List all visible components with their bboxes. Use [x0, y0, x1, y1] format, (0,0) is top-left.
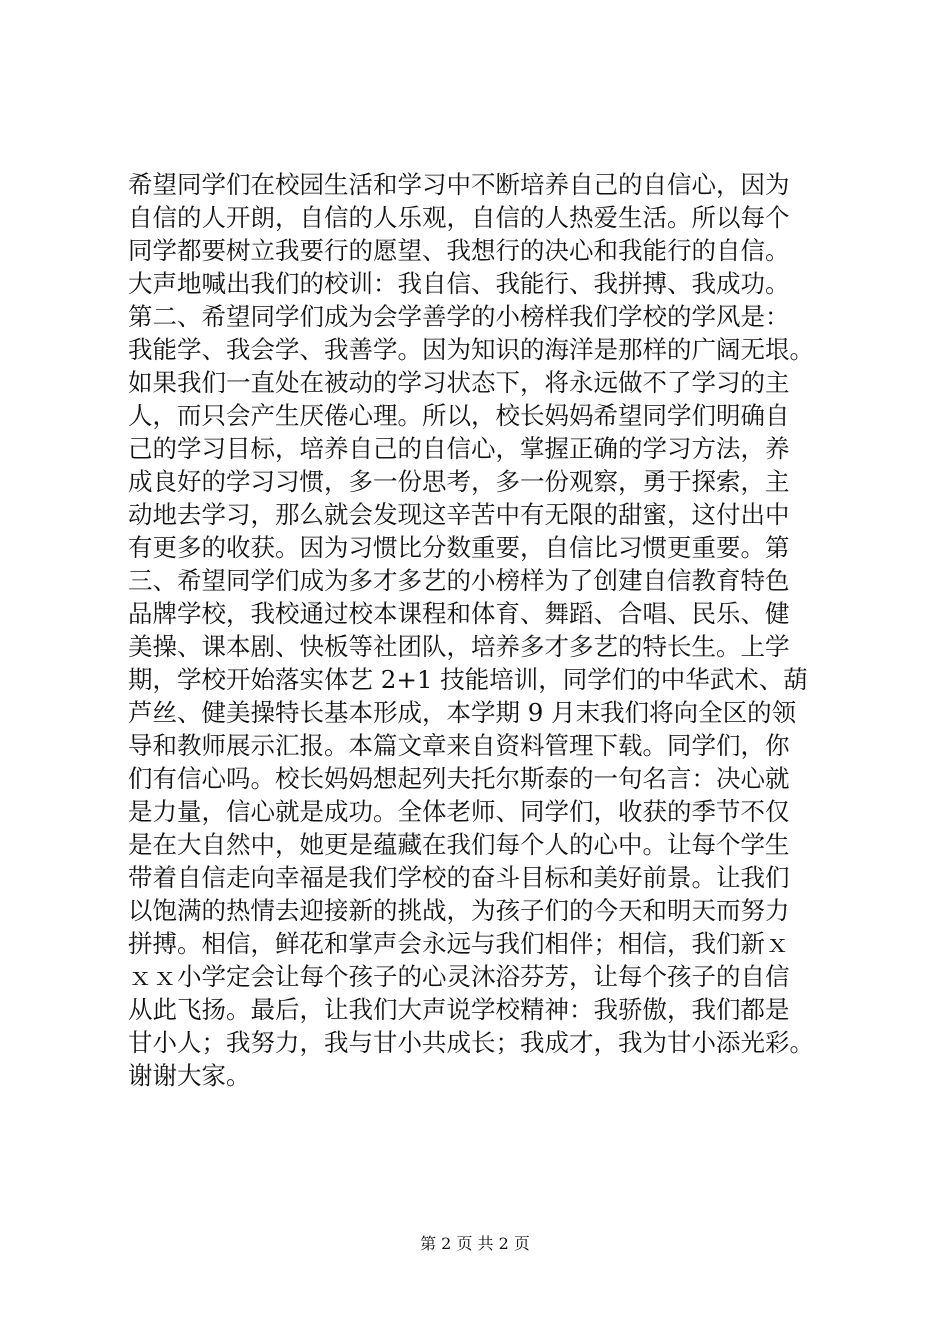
text-line: 我能学、我会学、我善学。因为知识的海洋是那样的广阔无垠。 [128, 335, 814, 364]
text-line: ｘｘ小学定会让每个孩子的心灵沐浴芬芳，让每个孩子的自信 [128, 962, 790, 991]
text-line: 有更多的收获。因为习惯比分数重要，自信比习惯更重要。第 [128, 533, 790, 562]
text-line: 人，而只会产生厌倦心理。所以，校长妈妈希望同学们明确自 [128, 401, 790, 430]
text-line: 谢谢大家。 [128, 1061, 251, 1090]
text-line: 希望同学们在校园生活和学习中不断培养自己的自信心，因为 [128, 170, 790, 199]
text-line: 己的学习目标，培养自己的自信心，掌握正确的学习方法，养 [128, 434, 790, 463]
text-line: 动地去学习，那么就会发现这辛苦中有无限的甜蜜，这付出中 [128, 500, 790, 529]
text-line: 导和教师展示汇报。本篇文章来自资料管理下载。同学们，你 [128, 731, 790, 760]
text-line: 美操、课本剧、快板等社团队，培养多才多艺的特长生。上学 [128, 632, 790, 661]
text-line: 带着自信走向幸福是我们学校的奋斗目标和美好前景。让我们 [128, 863, 790, 892]
text-line: 同学都要树立我要行的愿望、我想行的决心和我能行的自信。 [128, 236, 790, 265]
text-line: 如果我们一直处在被动的学习状态下，将永远做不了学习的主 [128, 368, 790, 397]
text-line: 第二、希望同学们成为会学善学的小榜样我们学校的学风是： [128, 302, 790, 331]
text-line: 拼搏。相信，鲜花和掌声会永远与我们相伴；相信，我们新ｘ [128, 929, 790, 958]
text-line: 是力量，信心就是成功。全体老师、同学们，收获的季节不仅 [128, 797, 790, 826]
body-text [128, 168, 848, 1092]
text-line: 期，学校开始落实体艺 2+1 技能培训，同学们的中华武术、葫 [128, 665, 808, 694]
text-line: 芦丝、健美操特长基本形成，本学期 9 月末我们将向全区的领 [128, 698, 797, 727]
page-number: 第 2 页 共 2 页 [420, 1234, 530, 1253]
text-line: 以饱满的热情去迎接新的挑战，为孩子们的今天和明天而努力 [128, 896, 790, 925]
page-footer [0, 1232, 950, 1256]
text-line: 品牌学校，我校通过校本课程和体育、舞蹈、合唱、民乐、健 [128, 599, 790, 628]
text-line: 甘小人；我努力，我与甘小共成长；我成才，我为甘小添光彩。 [128, 1028, 814, 1057]
text-line: 成良好的学习习惯，多一份思考，多一份观察，勇于探索，主 [128, 467, 790, 496]
text-line: 大声地喊出我们的校训：我自信、我能行、我拼搏、我成功。 [128, 269, 790, 298]
text-line: 三、希望同学们成为多才多艺的小榜样为了创建自信教育特色 [128, 566, 790, 595]
text-line: 们有信心吗。校长妈妈想起列夫托尔斯泰的一句名言：决心就 [128, 764, 790, 793]
text-line: 自信的人开朗，自信的人乐观，自信的人热爱生活。所以每个 [128, 203, 790, 232]
text-line: 是在大自然中，她更是蕴藏在我们每个人的心中。让每个学生 [128, 830, 790, 859]
text-line: 从此飞扬。最后，让我们大声说学校精神：我骄傲，我们都是 [128, 995, 790, 1024]
